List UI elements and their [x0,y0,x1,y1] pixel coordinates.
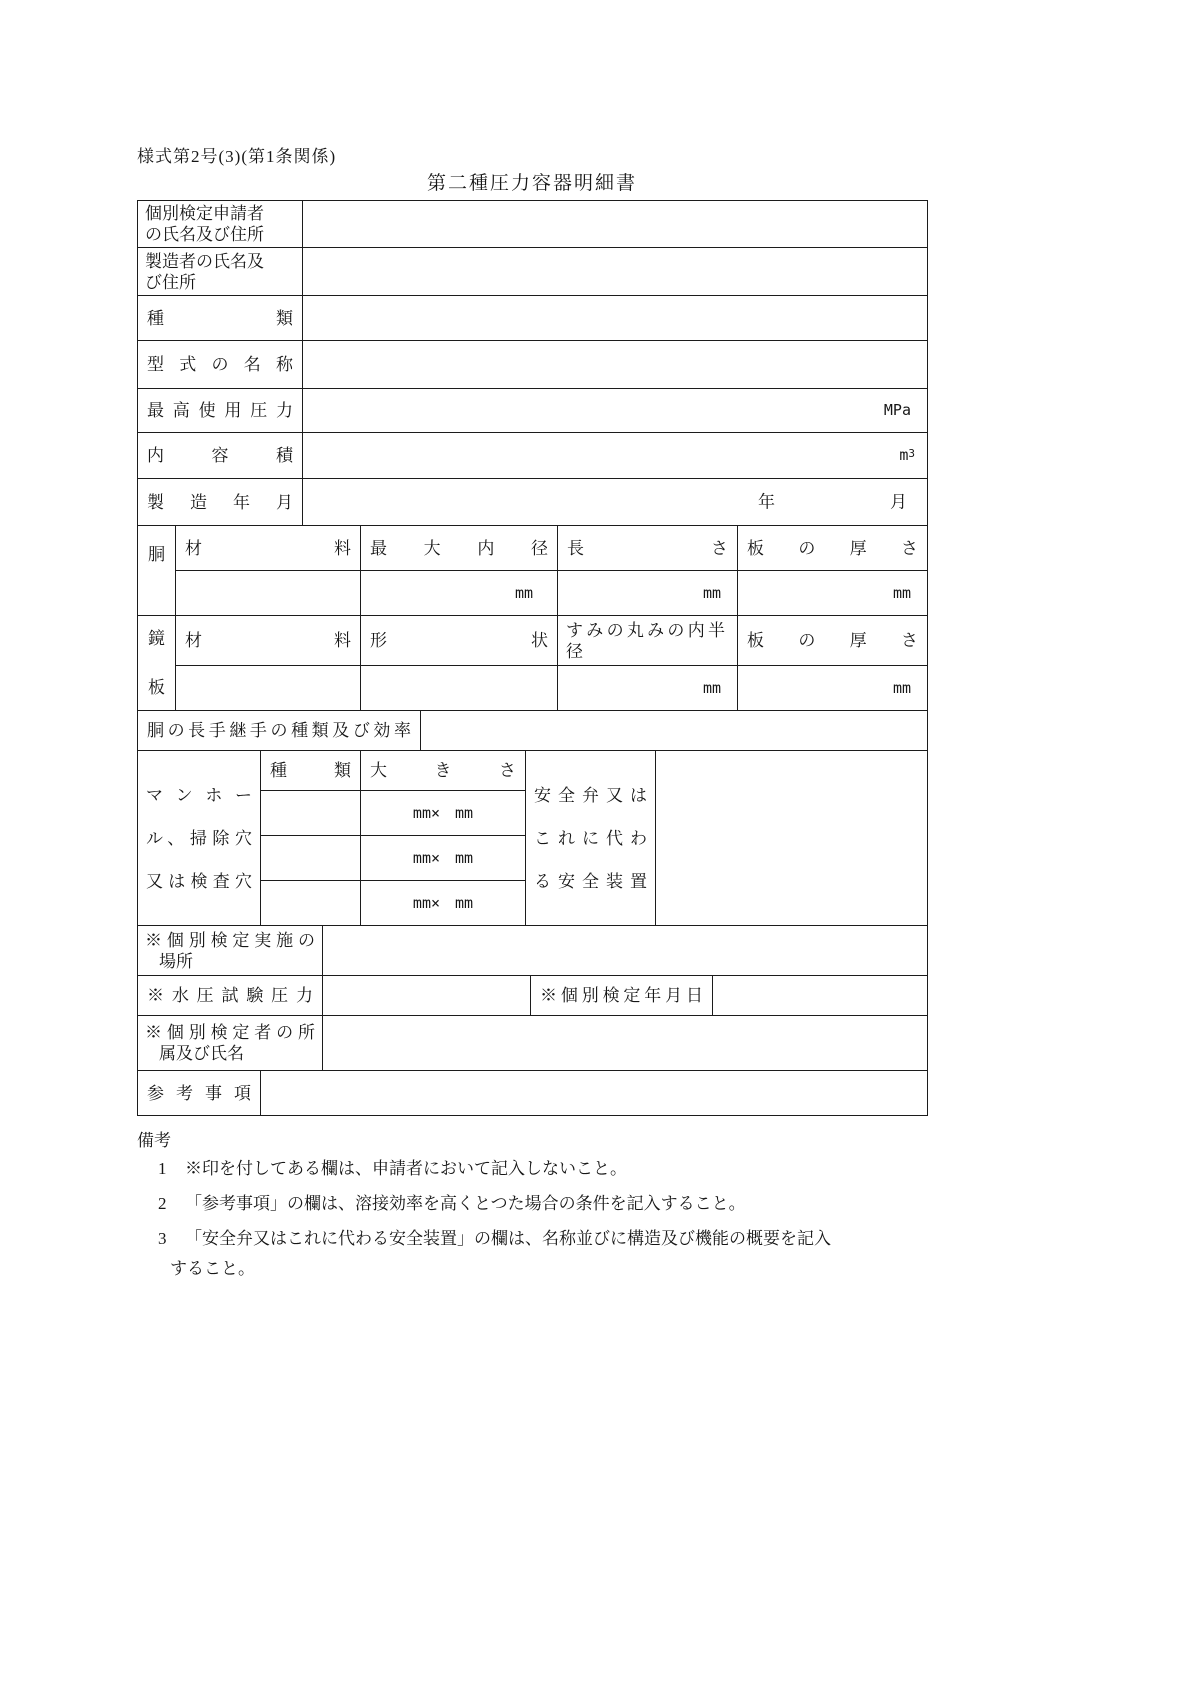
manufacturer-label-line2: び住所 [145,272,196,292]
manhole-size-header: 大きさ [370,761,516,780]
note-3-number: 3 [158,1229,167,1248]
shell-side-label: 胴 [148,545,165,564]
manhole-label-cell [138,751,261,926]
head-corner-radius-header-line2: 径 [566,641,583,661]
model-value-cell [303,341,928,389]
mfg-date-label-cell [138,479,303,526]
head-plate-side-label-char2: 板 [148,678,165,697]
inspector-label-line1: ※個別検定者の所 [145,1023,315,1042]
note-item-3 [158,1228,831,1249]
kind-label: 種類 [147,308,293,328]
inner-volume-label: 内容積 [147,446,293,465]
safety-device-label-line1: 安全弁又は [534,785,647,805]
inner-volume-value-cell [303,433,928,479]
safety-device-value-cell [656,751,928,926]
note-1-text: ※印を付してある欄は、申請者において記入しないこと。 [185,1159,627,1178]
safety-device-label-line3: る安全装置 [534,871,647,891]
head-thickness-header: 板の厚さ [747,631,918,650]
manhole-kind-header-cell [261,751,361,791]
head-plate-side-label-char1: 鏡 [148,629,165,648]
head-corner-radius-unit: mm [702,678,721,697]
head-shape-header-cell [361,616,558,666]
applicant-label-line2: の氏名及び住所 [145,225,264,244]
inspector-label-cell [138,1016,323,1071]
manhole-size-value-2-cell [361,836,526,881]
manhole-size-value-1-cell [361,791,526,836]
max-pressure-unit: MPa [883,401,911,419]
kind-label-cell [138,296,303,341]
manhole-size-unit-3: mm× mm [412,893,474,912]
kind-value-cell [303,296,928,341]
inspection-date-label: ※個別検定年月日 [540,986,703,1005]
shell-side-label-cell [138,526,176,616]
inspection-date-label-cell [531,976,713,1016]
head-shape-value-cell [361,666,558,711]
remarks-label-cell [138,1071,261,1116]
mfg-date-month-unit: 月 [890,492,907,512]
head-material-header-cell [176,616,361,666]
note-2-text: 「参考事項」の欄は、溶接効率を高くとつた場合の条件を記入すること。 [185,1194,746,1213]
shell-length-header: 長さ [567,538,728,558]
inspection-place-label-cell [138,926,323,976]
hydro-test-label-cell [138,976,323,1016]
manhole-kind-value-3-cell [261,881,361,926]
manhole-size-unit-1: mm× mm [412,803,474,822]
safety-device-label-cell [526,751,656,926]
head-corner-radius-header-cell [558,616,738,666]
note-3-text-continued: すること。 [170,1259,255,1278]
head-shape-header: 形状 [370,631,548,650]
hydro-test-value-cell [323,976,531,1016]
manhole-size-value-3-cell [361,881,526,926]
shell-material-header-cell [176,526,361,571]
applicant-label-cell [138,201,303,248]
mfg-date-label: 製造年月 [147,492,293,512]
head-material-value-cell [176,666,361,711]
manhole-label-line1: マンホー [146,785,252,805]
shell-thickness-value-cell [738,571,928,616]
head-plate-side-label-cell [138,616,176,711]
seam-value-cell [421,711,928,751]
inspection-place-label-line2: 場所 [159,951,193,971]
shell-diameter-value-cell [361,571,558,616]
manhole-label-line2: ル、掃除穴 [146,828,252,848]
shell-material-value-cell [176,571,361,616]
inspector-value-cell [323,1016,928,1071]
form-number: 様式第2号(3)(第1条関係) [137,147,337,166]
inner-volume-unit-base: m [899,446,909,464]
manufacturer-label-line1: 製造者の氏名及 [145,251,264,271]
note-2-number: 2 [158,1194,167,1213]
max-pressure-label-cell [138,389,303,433]
applicant-label-line1: 個別検定申請者 [145,204,264,223]
manhole-kind-header: 種類 [270,761,351,780]
head-thickness-unit: mm [892,678,911,697]
shell-thickness-header: 板の厚さ [747,538,918,558]
head-thickness-header-cell [738,616,928,666]
applicant-value-cell [303,201,928,248]
manhole-label-line3: 又は検査穴 [146,871,252,891]
seam-label: 胴の長手継手の種類及び効率 [147,721,411,740]
shell-length-unit: mm [702,583,721,602]
shell-length-header-cell [558,526,738,571]
shell-diameter-header-cell [361,526,558,571]
note-3-text: 「安全弁又はこれに代わる安全装置」の欄は、名称並びに構造及び機能の概要を記入 [185,1229,831,1248]
shell-diameter-unit: mm [514,583,533,602]
shell-thickness-unit: mm [892,583,911,602]
note-item-2 [158,1193,746,1214]
head-corner-radius-value-cell [558,666,738,711]
max-pressure-value-cell [303,389,928,433]
notes-heading: 備考 [137,1131,171,1150]
model-label: 型式の名称 [147,355,293,374]
inspector-label-line2: 属及び氏名 [159,1044,244,1063]
manhole-kind-value-1-cell [261,791,361,836]
note-item-3-continued [170,1258,255,1279]
inner-volume-unit-exponent: 3 [908,447,915,460]
manufacturer-label-cell [138,248,303,296]
model-label-cell [138,341,303,389]
seam-label-cell [138,711,421,751]
form-table [137,200,928,1116]
document-title: 第二種圧力容器明細書 [426,173,637,194]
shell-length-value-cell [558,571,738,616]
mfg-date-year-unit: 年 [758,492,775,512]
shell-thickness-header-cell [738,526,928,571]
note-1-number: 1 [158,1159,167,1178]
remarks-value-cell [261,1071,928,1116]
inspection-date-value-cell [713,976,928,1016]
remarks-label: 参考事項 [147,1083,251,1103]
shell-material-header: 材料 [185,538,351,558]
manhole-kind-value-2-cell [261,836,361,881]
shell-diameter-header: 最大内径 [370,538,548,558]
head-material-header: 材料 [185,631,351,650]
manhole-size-header-cell [361,751,526,791]
inner-volume-label-cell [138,433,303,479]
max-pressure-label: 最高使用圧力 [147,401,293,420]
mfg-date-value-cell [303,479,928,526]
inspection-place-label-line1: ※個別検定実施の [145,930,315,950]
inspection-place-value-cell [323,926,928,976]
manhole-size-unit-2: mm× mm [412,848,474,867]
head-thickness-value-cell [738,666,928,711]
hydro-test-label: ※水圧試験圧力 [147,986,313,1005]
safety-device-label-line2: これに代わ [534,828,647,848]
head-corner-radius-header-line1: すみの丸みの内半 [566,620,725,640]
note-item-1 [158,1158,627,1179]
manufacturer-value-cell [303,248,928,296]
